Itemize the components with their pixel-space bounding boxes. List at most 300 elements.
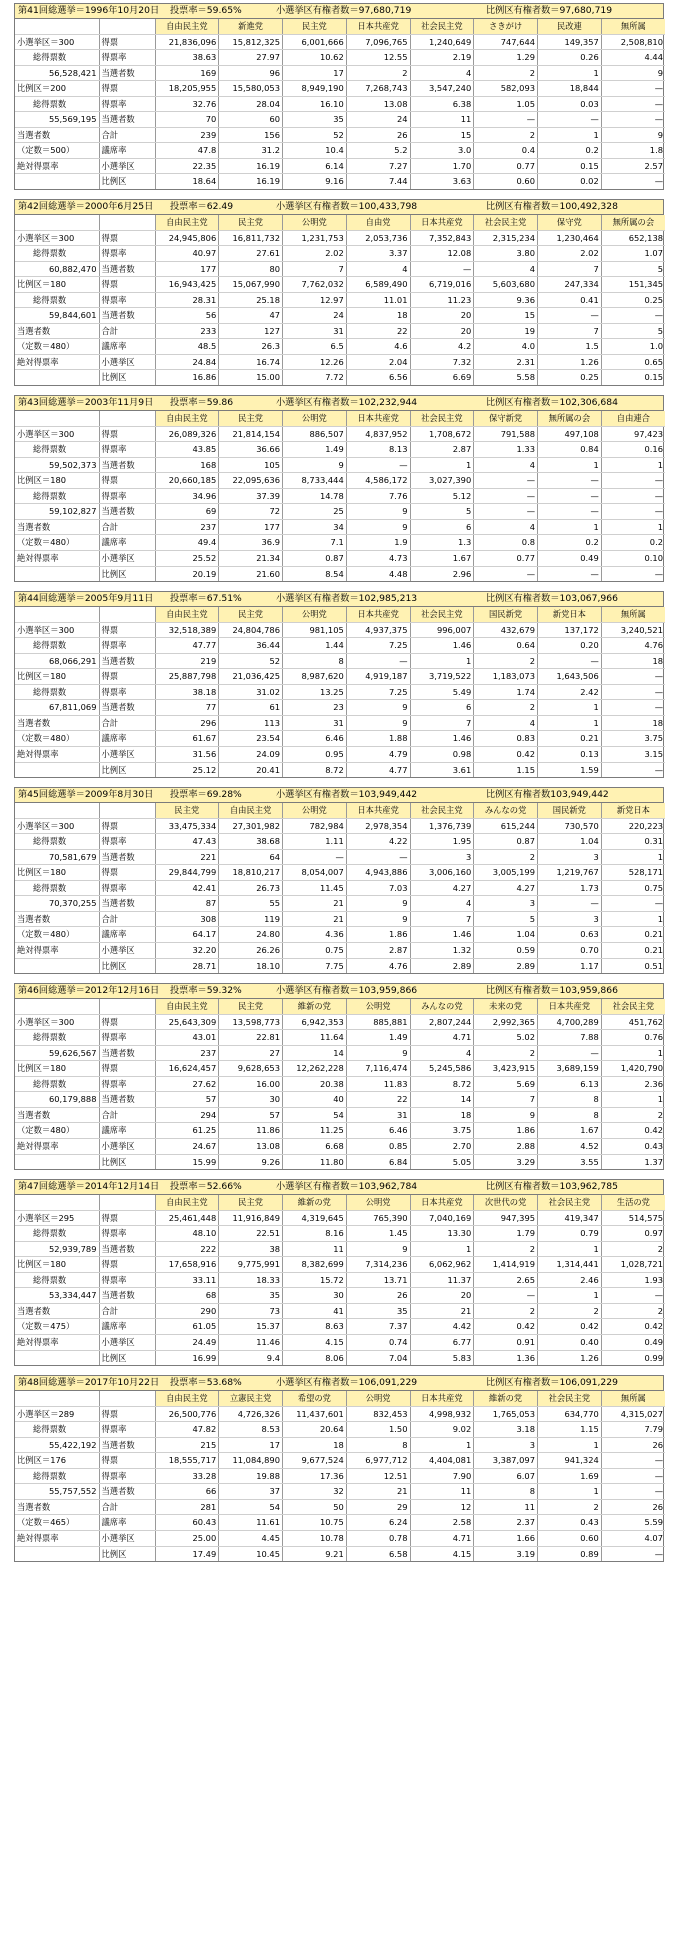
party-name-cell: 希望の党 <box>283 1391 347 1406</box>
value-cell: 0.40 <box>538 1335 602 1351</box>
party-name-cell: 社会民主党 <box>410 607 474 622</box>
row-group-label: 比例区＝180 <box>15 865 99 881</box>
value-cell: 9,775,991 <box>219 1257 283 1273</box>
value-cell: 8.72 <box>283 762 347 777</box>
value-cell: 1.8 <box>601 143 665 159</box>
value-cell: 3 <box>538 849 602 865</box>
value-cell: 32.20 <box>155 942 219 958</box>
value-cell: 947,395 <box>474 1210 538 1226</box>
row-group-label: 比例区＝180 <box>15 669 99 685</box>
value-cell: — <box>601 96 665 112</box>
value-cell: 2 <box>474 700 538 716</box>
value-cell: 5.12 <box>410 488 474 504</box>
value-cell: 0.65 <box>601 354 665 370</box>
value-cell: 1,420,790 <box>601 1061 665 1077</box>
value-cell: 0.16 <box>601 442 665 458</box>
value-cell: 634,770 <box>538 1406 602 1422</box>
value-cell: 1 <box>601 1045 665 1061</box>
value-cell: 8.72 <box>410 1076 474 1092</box>
value-cell: 1 <box>538 127 602 143</box>
value-cell: 15,812,325 <box>219 34 283 50</box>
row-metric-label: 得票率 <box>99 488 155 504</box>
value-cell: 7.32 <box>410 354 474 370</box>
value-cell: 177 <box>219 519 283 535</box>
value-cell: 24 <box>283 308 347 324</box>
value-cell: 17 <box>283 65 347 81</box>
value-cell: 2.87 <box>346 942 410 958</box>
party-name-cell: 民主党 <box>219 607 283 622</box>
value-cell: 2,315,234 <box>474 230 538 246</box>
table-row <box>15 246 665 262</box>
row-group-label: 70,581,679 <box>15 849 99 865</box>
row-group-label: 当選者数 <box>15 127 99 143</box>
value-cell: 36.66 <box>219 442 283 458</box>
value-cell: 7 <box>538 323 602 339</box>
value-cell: 1 <box>538 1241 602 1257</box>
row-metric-label: 比例区 <box>99 370 155 385</box>
value-cell: 1,643,506 <box>538 669 602 685</box>
row-metric-label: 議席率 <box>99 927 155 943</box>
value-cell: 52 <box>283 127 347 143</box>
value-cell: 7.37 <box>346 1319 410 1335</box>
party-name-cell: 無所属 <box>601 607 665 622</box>
value-cell: 0.4 <box>474 143 538 159</box>
value-cell: 8.06 <box>283 1350 347 1365</box>
party-name-cell: 社会民主党 <box>474 215 538 230</box>
value-cell: 215 <box>155 1437 219 1453</box>
turnout-label: 投票率＝67.51% <box>170 593 242 605</box>
value-cell: 16,943,425 <box>155 277 219 293</box>
row-metric-label: 得票率 <box>99 1422 155 1438</box>
election-header <box>15 984 663 999</box>
value-cell: 7,096,765 <box>346 34 410 50</box>
value-cell: 0.91 <box>474 1335 538 1351</box>
value-cell: 54 <box>219 1499 283 1515</box>
row-metric-label: 当選者数 <box>99 112 155 128</box>
table-row <box>15 849 665 865</box>
election-block <box>14 1179 664 1366</box>
table-row <box>15 426 665 442</box>
value-cell: — <box>601 112 665 128</box>
value-cell: 7.04 <box>346 1350 410 1365</box>
value-cell: 6.46 <box>283 731 347 747</box>
value-cell: 21.34 <box>219 550 283 566</box>
value-cell: 10.45 <box>219 1546 283 1561</box>
value-cell: 3.75 <box>410 1123 474 1139</box>
value-cell: 615,244 <box>474 818 538 834</box>
value-cell: — <box>601 669 665 685</box>
value-cell: 1.26 <box>538 354 602 370</box>
value-cell: 26 <box>601 1437 665 1453</box>
value-cell: 0.74 <box>346 1335 410 1351</box>
value-cell: — <box>346 457 410 473</box>
header-blank-cell <box>15 607 99 622</box>
row-metric-label: 得票 <box>99 1406 155 1422</box>
value-cell: 57 <box>219 1107 283 1123</box>
value-cell: 4,837,952 <box>346 426 410 442</box>
value-cell: 15.00 <box>219 370 283 385</box>
value-cell: 9.16 <box>283 174 347 189</box>
value-cell: 2 <box>601 1107 665 1123</box>
value-cell: 9 <box>346 1045 410 1061</box>
table-row <box>15 1107 665 1123</box>
row-metric-label: 議席率 <box>99 1515 155 1531</box>
value-cell: 1.0 <box>601 339 665 355</box>
party-name-cell: 社会民主党 <box>538 1391 602 1406</box>
value-cell: 1.79 <box>474 1226 538 1242</box>
value-cell: 2.96 <box>410 566 474 581</box>
value-cell: — <box>538 308 602 324</box>
value-cell: 15.99 <box>155 1154 219 1169</box>
turnout-label: 投票率＝52.66% <box>170 1181 242 1193</box>
value-cell: 6,001,666 <box>283 34 347 50</box>
value-cell: 47.77 <box>155 638 219 654</box>
row-metric-label: 小選挙区 <box>99 1531 155 1547</box>
value-cell: 9.21 <box>283 1546 347 1561</box>
value-cell: 20 <box>410 308 474 324</box>
value-cell: 11 <box>283 1241 347 1257</box>
value-cell: 11.83 <box>346 1076 410 1092</box>
value-cell: 514,575 <box>601 1210 665 1226</box>
value-cell: 2 <box>474 1303 538 1319</box>
value-cell: 7 <box>283 261 347 277</box>
party-name-cell: 日本共産党 <box>410 1391 474 1406</box>
value-cell: 9.02 <box>410 1422 474 1438</box>
row-group-label: 絶対得票率 <box>15 1335 99 1351</box>
value-cell: 16.10 <box>283 96 347 112</box>
value-cell: 11,916,849 <box>219 1210 283 1226</box>
value-cell: 8.53 <box>219 1422 283 1438</box>
value-cell: 3.37 <box>346 246 410 262</box>
value-cell: 54 <box>283 1107 347 1123</box>
party-name-cell: 公明党 <box>283 215 347 230</box>
value-cell: 1 <box>601 1092 665 1108</box>
value-cell: 34.96 <box>155 488 219 504</box>
value-cell: 5 <box>601 261 665 277</box>
value-cell: 61 <box>219 700 283 716</box>
value-cell: 15,580,053 <box>219 81 283 97</box>
value-cell: 11.37 <box>410 1272 474 1288</box>
value-cell: 23 <box>283 700 347 716</box>
table-row <box>15 292 665 308</box>
value-cell: 11.25 <box>283 1123 347 1139</box>
row-group-label: 60,882,470 <box>15 261 99 277</box>
row-group-label: 絶対得票率 <box>15 1531 99 1547</box>
row-metric-label: 合計 <box>99 1499 155 1515</box>
pr-electorate: 比例区有権者数＝97,680,719 <box>486 5 613 16</box>
table-row <box>15 1437 665 1453</box>
row-group-label <box>15 370 99 385</box>
value-cell: 9 <box>346 911 410 927</box>
value-cell: 1 <box>538 1484 602 1500</box>
row-metric-label: 当選者数 <box>99 1288 155 1304</box>
value-cell: 4,943,886 <box>346 865 410 881</box>
value-cell: 24 <box>346 112 410 128</box>
value-cell: 18.10 <box>219 958 283 973</box>
row-metric-label: 合計 <box>99 911 155 927</box>
value-cell: 2.37 <box>474 1515 538 1531</box>
row-group-label: 当選者数 <box>15 715 99 731</box>
value-cell: 25.52 <box>155 550 219 566</box>
value-cell: 6.56 <box>346 370 410 385</box>
row-group-label: （定数＝480） <box>15 927 99 943</box>
table-row <box>15 457 665 473</box>
row-metric-label: 比例区 <box>99 958 155 973</box>
value-cell: 7.25 <box>346 684 410 700</box>
value-cell: 5.69 <box>474 1076 538 1092</box>
value-cell: 4.6 <box>346 339 410 355</box>
row-group-label: 比例区＝180 <box>15 1061 99 1077</box>
value-cell: 31 <box>283 323 347 339</box>
value-cell: 0.42 <box>601 1123 665 1139</box>
value-cell: 25.00 <box>155 1531 219 1547</box>
value-cell: 2 <box>474 127 538 143</box>
value-cell: 18,810,217 <box>219 865 283 881</box>
row-metric-label: 議席率 <box>99 143 155 159</box>
value-cell: 6.68 <box>283 1139 347 1155</box>
value-cell: 13.71 <box>346 1272 410 1288</box>
value-cell: 0.76 <box>601 1030 665 1046</box>
party-name-cell: 社会民主党 <box>410 803 474 818</box>
value-cell: 4.36 <box>283 927 347 943</box>
election-title: 第41回総選挙＝1996年10月20日 <box>18 5 160 16</box>
value-cell: 1.15 <box>538 1422 602 1438</box>
party-name-cell: 民主党 <box>155 803 219 818</box>
value-cell: 2,807,244 <box>410 1014 474 1030</box>
value-cell: — <box>474 504 538 520</box>
value-cell: 0.85 <box>346 1139 410 1155</box>
value-cell: 0.95 <box>283 746 347 762</box>
value-cell: 1.17 <box>538 958 602 973</box>
row-group-label: 総得票数 <box>15 834 99 850</box>
value-cell: 3.75 <box>601 731 665 747</box>
value-cell: 1.36 <box>474 1350 538 1365</box>
value-cell: 7.72 <box>283 370 347 385</box>
value-cell: 941,324 <box>538 1453 602 1469</box>
party-name-cell: 自由党 <box>346 215 410 230</box>
value-cell: 19.88 <box>219 1468 283 1484</box>
value-cell: 1 <box>410 1241 474 1257</box>
value-cell: 6,719,016 <box>410 277 474 293</box>
party-name-cell: 無所属 <box>601 19 665 34</box>
value-cell: 1 <box>538 457 602 473</box>
value-cell: 52 <box>219 653 283 669</box>
election-block <box>14 3 664 190</box>
row-group-label: （定数＝480） <box>15 535 99 551</box>
value-cell: 31.56 <box>155 746 219 762</box>
value-cell: 0.83 <box>474 731 538 747</box>
row-group-label: 総得票数 <box>15 96 99 112</box>
value-cell: 2.89 <box>410 958 474 973</box>
value-cell: 4.44 <box>601 50 665 66</box>
row-metric-label: 比例区 <box>99 1350 155 1365</box>
value-cell: 1.50 <box>346 1422 410 1438</box>
table-row <box>15 1350 665 1365</box>
value-cell: 3.29 <box>474 1154 538 1169</box>
value-cell: 4 <box>410 65 474 81</box>
value-cell: 1.73 <box>538 880 602 896</box>
value-cell: 7 <box>410 715 474 731</box>
single-district-electorate: 小選挙区有権者数＝97,680,719 <box>276 5 412 16</box>
value-cell: 9,628,653 <box>219 1061 283 1077</box>
value-cell: 37 <box>219 1484 283 1500</box>
table-row <box>15 1154 665 1169</box>
row-metric-label: 得票 <box>99 277 155 293</box>
party-name-cell: 自由民主党 <box>155 1195 219 1210</box>
value-cell: 27.97 <box>219 50 283 66</box>
party-name-cell: 国民新党 <box>538 803 602 818</box>
value-cell: 1,183,073 <box>474 669 538 685</box>
row-metric-label: 比例区 <box>99 1546 155 1561</box>
value-cell: 0.20 <box>538 638 602 654</box>
value-cell: 1,414,919 <box>474 1257 538 1273</box>
value-cell: 21,814,154 <box>219 426 283 442</box>
party-name-cell: 自由民主党 <box>155 411 219 426</box>
value-cell: 1.04 <box>474 927 538 943</box>
value-cell: 18,205,955 <box>155 81 219 97</box>
value-cell: — <box>601 473 665 489</box>
value-cell: 6.14 <box>283 158 347 174</box>
table-row <box>15 880 665 896</box>
table-row <box>15 911 665 927</box>
row-group-label: （定数＝465） <box>15 1515 99 1531</box>
value-cell: 40.97 <box>155 246 219 262</box>
value-cell: 2.57 <box>601 158 665 174</box>
party-name-cell: 自由民主党 <box>219 803 283 818</box>
election-header <box>15 592 663 607</box>
party-name-cell: 日本共産党 <box>346 607 410 622</box>
value-cell: 8,054,007 <box>283 865 347 881</box>
row-metric-label: 当選者数 <box>99 457 155 473</box>
value-cell: 22,095,636 <box>219 473 283 489</box>
value-cell: 0.2 <box>538 535 602 551</box>
value-cell: 9 <box>346 896 410 912</box>
value-cell: 13.30 <box>410 1226 474 1242</box>
election-title: 第46回総選挙＝2012年12月16日 <box>18 985 160 997</box>
row-group-label: 総得票数 <box>15 1272 99 1288</box>
value-cell: 27 <box>219 1045 283 1061</box>
value-cell: 4,315,027 <box>601 1406 665 1422</box>
value-cell: 296 <box>155 715 219 731</box>
row-group-label: 小選挙区＝295 <box>15 1210 99 1226</box>
party-name-cell: 維新の党 <box>283 999 347 1014</box>
value-cell: 38 <box>219 1241 283 1257</box>
value-cell: 1.46 <box>410 638 474 654</box>
header-blank-cell <box>99 607 155 622</box>
row-group-label: 56,528,421 <box>15 65 99 81</box>
row-group-label: 総得票数 <box>15 684 99 700</box>
row-group-label: 総得票数 <box>15 1226 99 1242</box>
row-group-label: 当選者数 <box>15 323 99 339</box>
value-cell: 222 <box>155 1241 219 1257</box>
value-cell: 791,588 <box>474 426 538 442</box>
value-cell: 43.01 <box>155 1030 219 1046</box>
value-cell: 11.45 <box>283 880 347 896</box>
value-cell: 17,658,916 <box>155 1257 219 1273</box>
value-cell: 3 <box>474 1437 538 1453</box>
value-cell: 1,219,767 <box>538 865 602 881</box>
value-cell: 7,314,236 <box>346 1257 410 1273</box>
value-cell: 6.69 <box>410 370 474 385</box>
value-cell: 747,644 <box>474 34 538 50</box>
value-cell: 20 <box>410 323 474 339</box>
election-title: 第47回総選挙＝2014年12月14日 <box>18 1181 160 1193</box>
value-cell: 0.42 <box>474 746 538 762</box>
value-cell: 2.87 <box>410 442 474 458</box>
value-cell: 18 <box>601 715 665 731</box>
value-cell: 6.5 <box>283 339 347 355</box>
value-cell: 432,679 <box>474 622 538 638</box>
party-header-row <box>15 411 665 426</box>
value-cell: 1 <box>538 715 602 731</box>
value-cell: 4,919,187 <box>346 669 410 685</box>
value-cell: — <box>538 488 602 504</box>
row-metric-label: 比例区 <box>99 762 155 777</box>
header-blank-cell <box>15 1391 99 1406</box>
value-cell: 4.79 <box>346 746 410 762</box>
value-cell: 22.81 <box>219 1030 283 1046</box>
value-cell: 26 <box>346 1288 410 1304</box>
table-row <box>15 550 665 566</box>
value-cell: 7.79 <box>601 1422 665 1438</box>
value-cell: 16.99 <box>155 1350 219 1365</box>
party-name-cell: みんなの党 <box>410 999 474 1014</box>
table-row <box>15 818 665 834</box>
row-metric-label: 当選者数 <box>99 1241 155 1257</box>
value-cell: 37.39 <box>219 488 283 504</box>
value-cell: 12.26 <box>283 354 347 370</box>
value-cell: 11.01 <box>346 292 410 308</box>
value-cell: 27.61 <box>219 246 283 262</box>
party-name-cell: 無所属の会 <box>538 411 602 426</box>
value-cell: 9 <box>346 700 410 716</box>
value-cell: 168 <box>155 457 219 473</box>
value-cell: 33.28 <box>155 1468 219 1484</box>
value-cell: 3.0 <box>410 143 474 159</box>
value-cell: 25,887,798 <box>155 669 219 685</box>
value-cell: 11.80 <box>283 1154 347 1169</box>
header-blank-cell <box>99 1391 155 1406</box>
value-cell: 0.31 <box>601 834 665 850</box>
value-cell: 48.5 <box>155 339 219 355</box>
table-row <box>15 488 665 504</box>
value-cell: 4.22 <box>346 834 410 850</box>
table-row <box>15 746 665 762</box>
party-name-cell: 公明党 <box>283 411 347 426</box>
value-cell: 24.09 <box>219 746 283 762</box>
row-group-label: 総得票数 <box>15 1076 99 1092</box>
turnout-label: 投票率＝53.68% <box>170 1377 242 1389</box>
header-blank-cell <box>15 1195 99 1210</box>
row-metric-label: 得票率 <box>99 1076 155 1092</box>
value-cell: 7.27 <box>346 158 410 174</box>
party-header-row <box>15 999 665 1014</box>
value-cell: — <box>474 566 538 581</box>
row-metric-label: 得票 <box>99 426 155 442</box>
table-row <box>15 1319 665 1335</box>
value-cell: 3,006,160 <box>410 865 474 881</box>
row-group-label: 比例区＝176 <box>15 1453 99 1469</box>
row-metric-label: 小選挙区 <box>99 746 155 762</box>
row-group-label: 総得票数 <box>15 50 99 66</box>
value-cell: 10.78 <box>283 1531 347 1547</box>
header-blank-cell <box>15 411 99 426</box>
row-group-label: 当選者数 <box>15 519 99 535</box>
party-name-cell: 自由民主党 <box>155 1391 219 1406</box>
value-cell: 0.60 <box>538 1531 602 1547</box>
table-row <box>15 1045 665 1061</box>
value-cell: 0.02 <box>538 174 602 189</box>
